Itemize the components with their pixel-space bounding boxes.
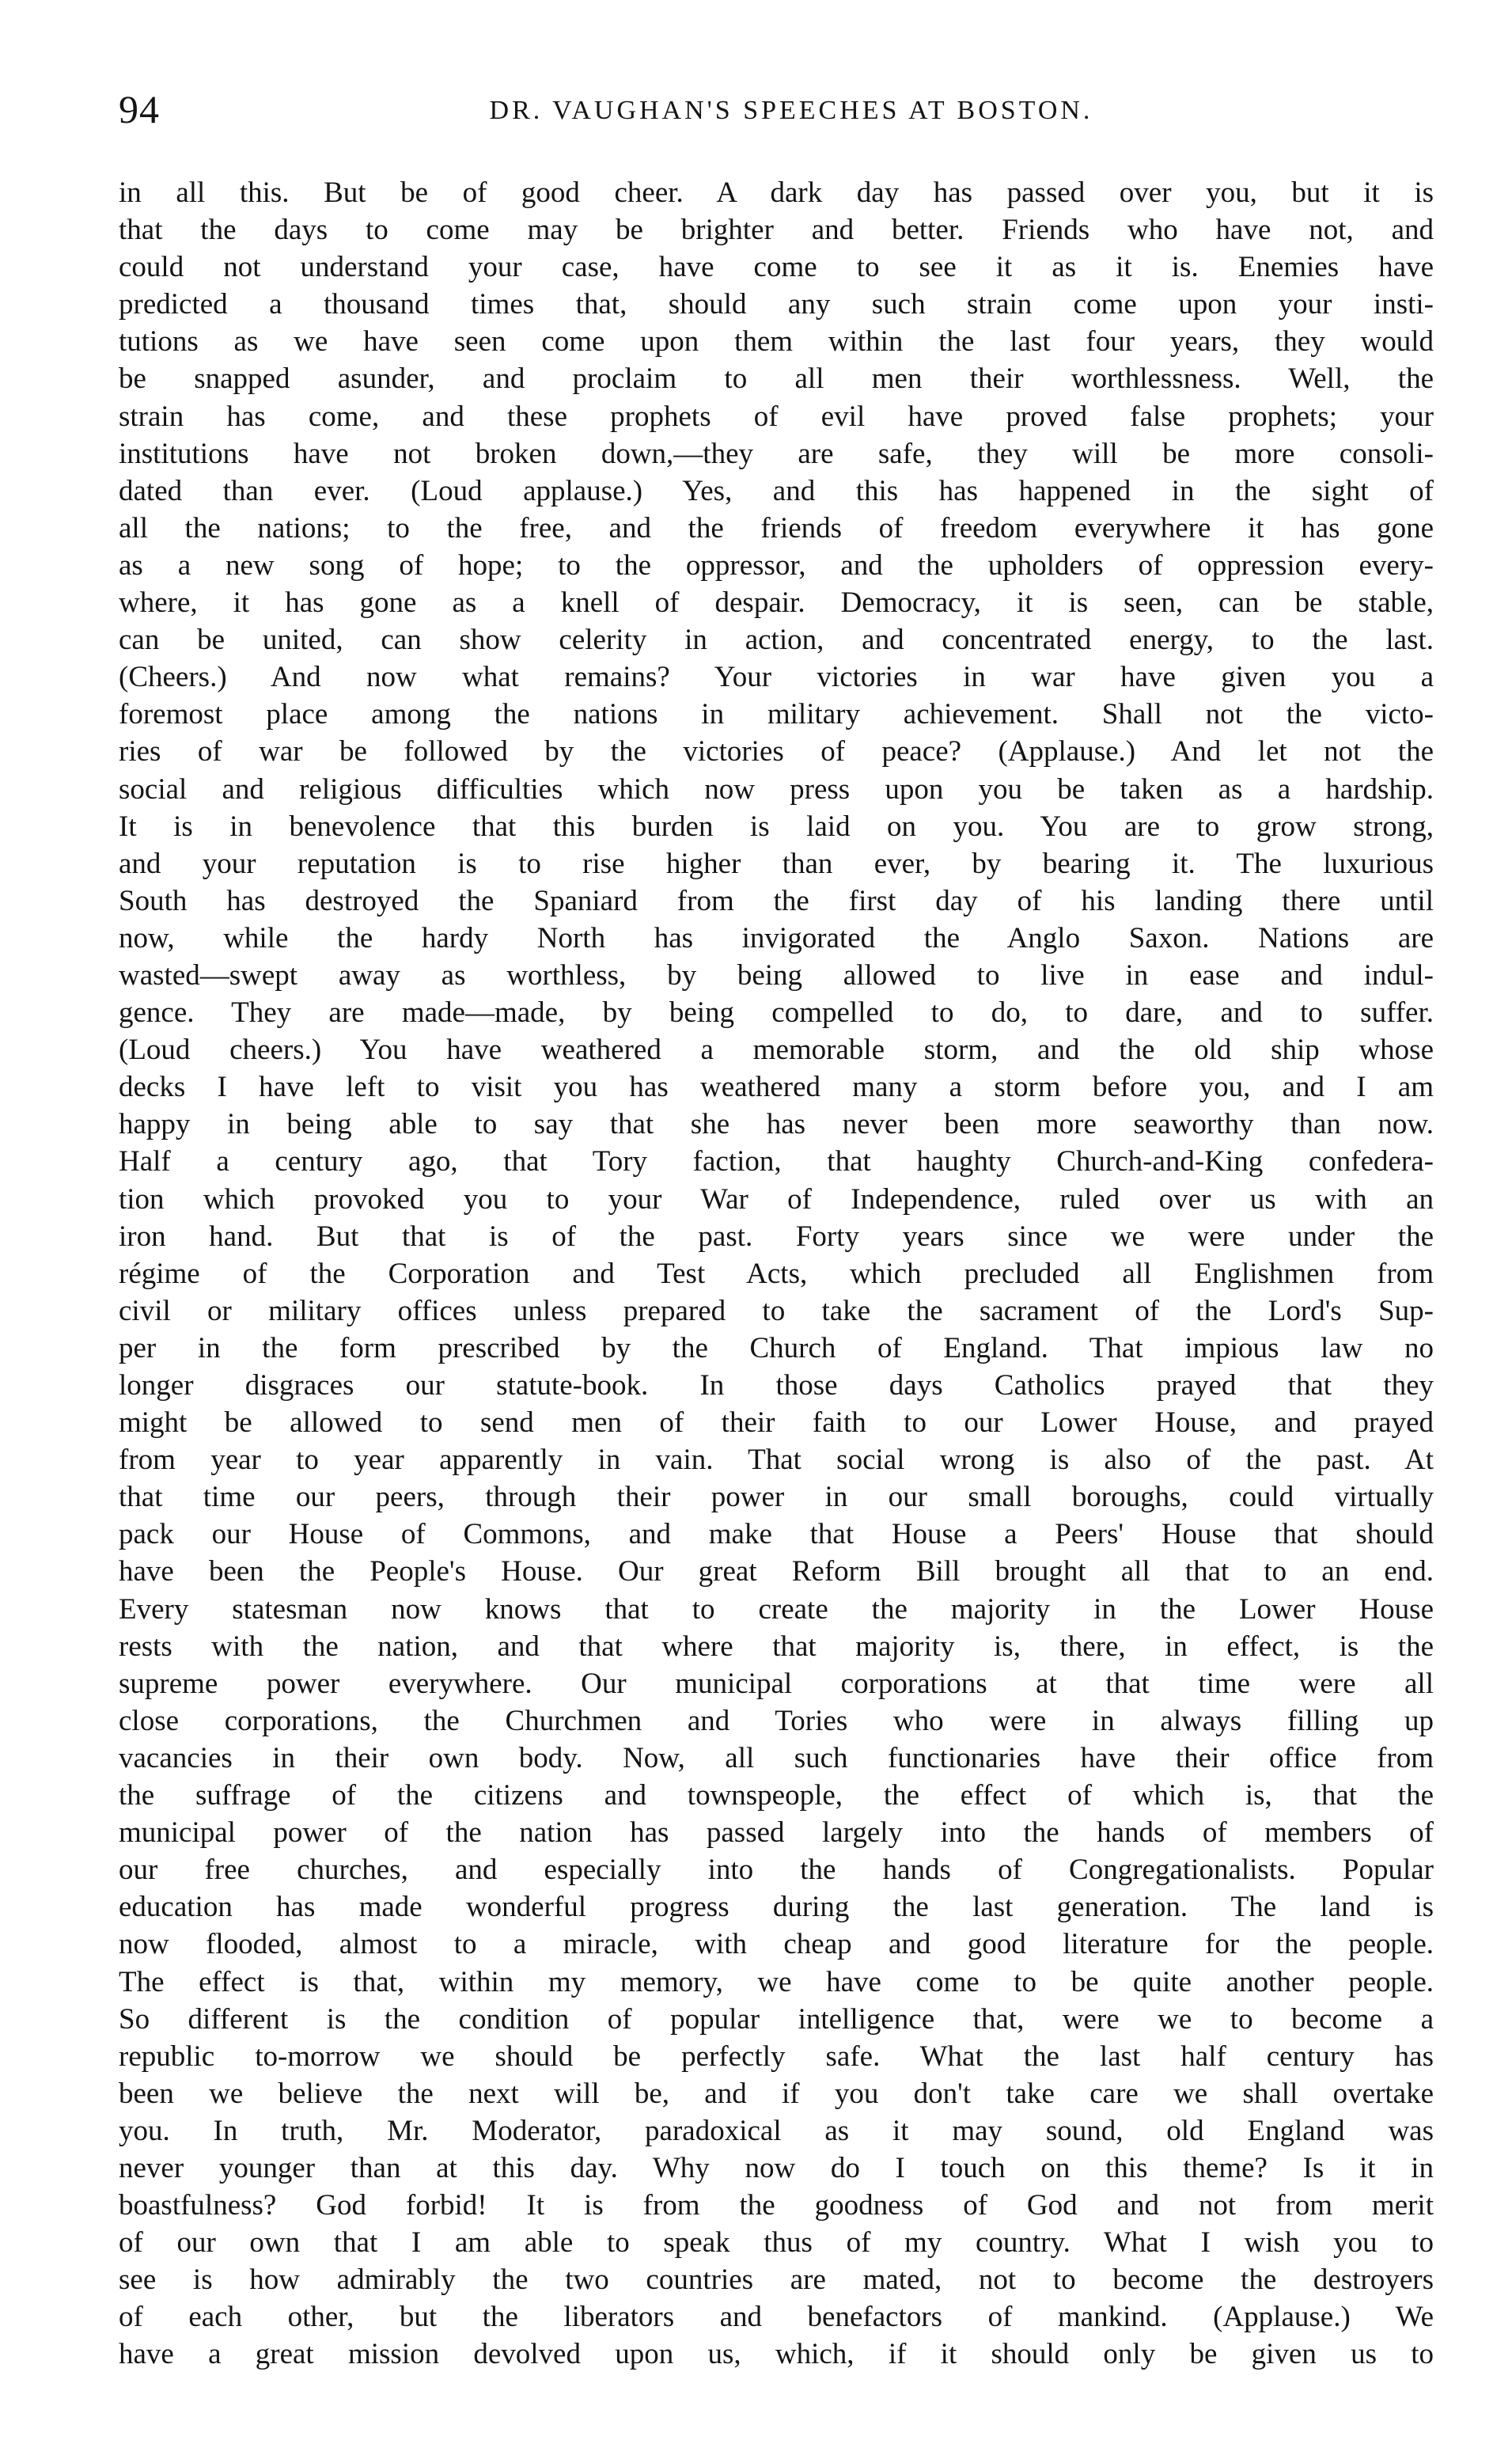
running-title: DR. VAUGHAN'S SPEECHES AT BOSTON. [489,96,1093,125]
text-line: foremost place among the nations in military achievement. Shall not the victo- [119,698,1434,731]
text-line: as a new song of hope; to the oppressor, and the upholders of oppression every- [119,548,1434,582]
text-line: ries of war be followed by the victories of peace? (Applause.) And let not the [119,735,1434,768]
text-line: So different is the condition of popular intelligence that, were we to become a [119,2002,1434,2036]
text-line: have a great mission devolved upon us, which, if it should only be given us to [119,2338,1434,2371]
text-line: supreme power everywhere. Our municipal corporations at that time were all [119,1667,1434,1700]
page-number: 94 [119,87,160,131]
text-line: education has made wonderful progress during the last generation. The land is [119,1891,1434,1924]
text-line: (Loud cheers.) You have weathered a memorable storm, and the old ship whose [119,1034,1434,1067]
text-line: now flooded, almost to a miracle, with cheap and good literature for the people. [119,1928,1434,1961]
text-line: be snapped asunder, and proclaim to all men their worthlessness. Well, the [119,362,1434,396]
text-line: (Cheers.) And now what remains? Your victories in war have given you a [119,661,1434,694]
text-line: wasted—swept away as worthless, by being allowed to live in ease and indul- [119,958,1434,992]
text-line: iron hand. But that is of the past. Forty years since we were under the [119,1220,1434,1253]
text-line: boastfulness? God forbid! It is from the goodness of God and not from merit [119,2189,1434,2222]
text-line: decks I have left to visit you has weathered many a storm before you, and I am [119,1071,1434,1104]
text-line: régime of the Corporation and Test Acts, which precluded all Englishmen from [119,1257,1434,1290]
text-line: dated than ever. (Loud applause.) Yes, and this has happened in the sight of [119,474,1434,507]
text-line: rests with the nation, and that where that majority is, there, in effect, is the [119,1630,1434,1663]
text-line: have been the People's House. Our great Reform Bill brought all that to an end. [119,1555,1434,1588]
text-line: The effect is that, within my memory, we have come to be quite another people. [119,1965,1434,1998]
text-line: you. In truth, Mr. Moderator, paradoxical as it may sound, old England was [119,2114,1434,2147]
text-line: could not understand your case, have come to see it as it is. Enemies have [119,251,1434,284]
text-line: strain has come, and these prophets of evil have proved false prophets; your [119,400,1434,433]
text-line: in all this. But be of good cheer. A dark day has passed over you, but it is [119,176,1434,209]
text-line: institutions have not broken down,—they are safe, they will be more consoli- [119,437,1434,470]
text-line: close corporations, the Churchmen and Tories who were in always filling up [119,1704,1434,1737]
text-line: that time our peers, through their power in our small boroughs, could virtually [119,1481,1434,1514]
text-line: where, it has gone as a knell of despair. Democracy, it is seen, can be stable, [119,586,1434,620]
text-line: the suffrage of the citizens and townspeople, the effect of which is, that the [119,1779,1434,1812]
text-line: predicted a thousand times that, should any such strain come upon your insti- [119,288,1434,321]
running-header [119,85,1432,133]
text-line: of each other, but the liberators and benefactors of mankind. (Applause.) We [119,2301,1434,2334]
text-line: can be united, can show celerity in action, and concentrated energy, to the last. [119,624,1434,657]
text-line: happy in being able to say that she has never been more seaworthy than now. [119,1108,1434,1141]
text-line: Half a century ago, that Tory faction, that haughty Church-and-King confedera- [119,1145,1434,1178]
text-line: gence. They are made—made, by being compelled to do, to dare, and to suffer. [119,996,1434,1030]
text-line: tutions as we have seen come upon them within the last four years, they would [119,325,1434,359]
text-line: per in the form prescribed by the Church of England. That impious law no [119,1331,1434,1364]
text-line: might be allowed to send men of their faith to our Lower House, and prayed [119,1406,1434,1440]
text-line: republic to-morrow we should be perfectly safe. What the last half century has [119,2040,1434,2073]
text-line: vacancies in their own body. Now, all such functionaries have their office from [119,1741,1434,1774]
text-line: see is how admirably the two countries are mated, not to become the destroyers [119,2264,1434,2297]
text-line: pack our House of Commons, and make that House a Peers' House that should [119,1518,1434,1551]
text-line: been we believe the next will be, and if you don't take care we shall overtake [119,2077,1434,2110]
text-line: of our own that I am able to speak thus of my country. What I wish you to [119,2226,1434,2260]
text-line: all the nations; to the free, and the friends of freedom everywhere it has gone [119,511,1434,545]
text-line: South has destroyed the Spaniard from the first day of his landing there until [119,884,1434,917]
text-line: social and religious difficulties which now press upon you be taken as a hardship. [119,772,1434,806]
text-line: It is in benevolence that this burden is laid on you. You are to grow strong, [119,810,1434,843]
text-line: and your reputation is to rise higher than ever, by bearing it. The luxurious [119,847,1434,880]
text-line: from year to year apparently in vain. That social wrong is also of the past. At [119,1444,1434,1477]
text-line: Every statesman now knows that to create the majority in the Lower House [119,1592,1434,1626]
text-line: tion which provoked you to your War of Independence, ruled over us with an [119,1182,1434,1216]
body-text [119,174,1434,2374]
text-line: now, while the hardy North has invigorated the Anglo Saxon. Nations are [119,921,1434,954]
text-line: our free churches, and especially into the hands of Congregationalists. Popular [119,1854,1434,1887]
text-line: never younger than at this day. Why now do I touch on this theme? Is it in [119,2151,1434,2184]
text-line: civil or military offices unless prepared to take the sacrament of the Lord's Sup- [119,1294,1434,1327]
text-line: municipal power of the nation has passed largely into the hands of members of [119,1816,1434,1850]
text-line: that the days to come may be brighter and better. Friends who have not, and [119,214,1434,247]
text-line: longer disgraces our statute-book. In those days Catholics prayed that they [119,1369,1434,1402]
